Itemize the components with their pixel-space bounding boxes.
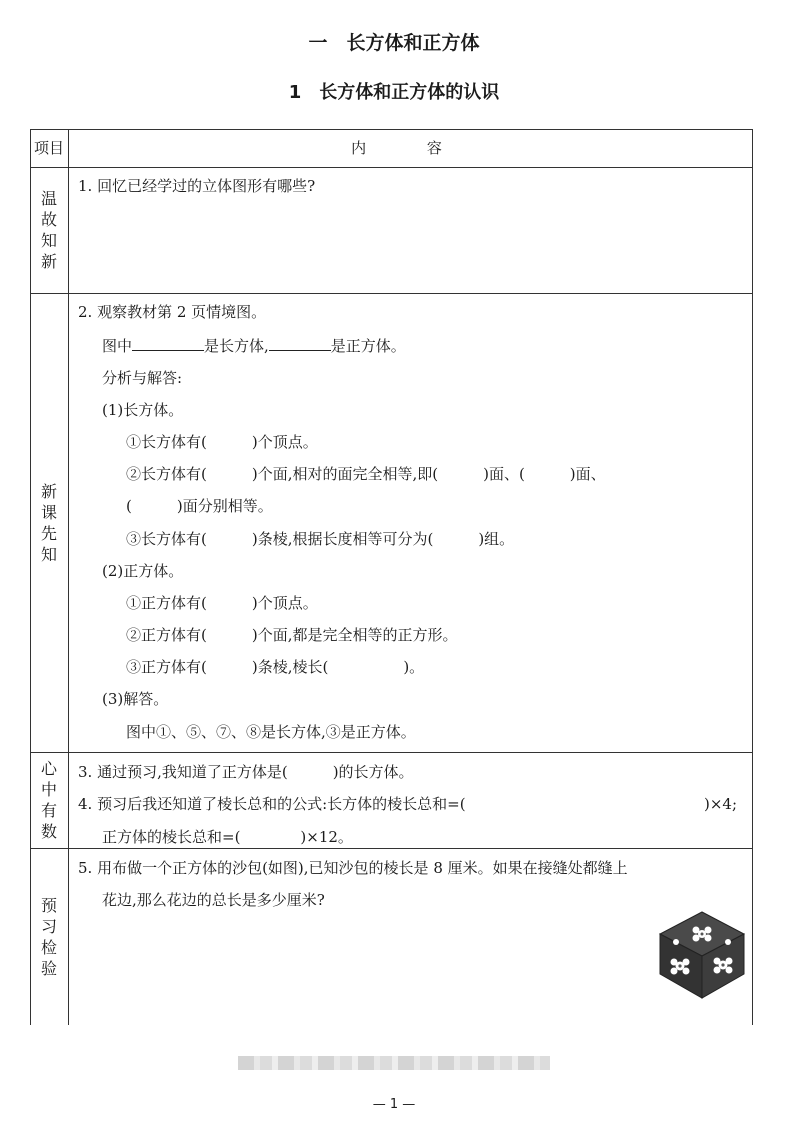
question-3: 3. 通过预习,我知道了正方体是( )的长方体。 xyxy=(78,763,414,781)
header-item: 项目 xyxy=(33,139,64,157)
table-rule xyxy=(30,848,753,849)
part-2-c: ③正方体有( )条棱,棱长( )。 xyxy=(126,658,425,676)
part-2-heading: (2)正方体。 xyxy=(102,562,184,580)
section-title: 1 长方体和正方体的认识 xyxy=(288,82,500,103)
blurred-footer-text xyxy=(238,1056,550,1070)
part-3-answer: 图中①、⑤、⑦、⑧是长方体,③是正方体。 xyxy=(126,723,416,741)
table-rule xyxy=(30,752,753,753)
question-2: 2. 观察教材第 2 页情境图。 xyxy=(78,303,267,321)
question-5-cont: 花边,那么花边的总长是多少厘米? xyxy=(102,891,325,909)
section-label-preview: 新课先知 xyxy=(40,481,57,564)
table-rule xyxy=(30,293,753,294)
analysis-heading: 分析与解答: xyxy=(102,369,183,387)
section-label-summary: 心中有数 xyxy=(40,759,57,841)
part-1-b: ②长方体有( )个面,相对的面完全相等,即( )面、( )面、 xyxy=(126,465,606,483)
question-4-end: )×4; xyxy=(704,795,738,813)
question-4-cube: 正方体的棱长总和=( )×12。 xyxy=(102,828,353,846)
section-label-check: 预习检验 xyxy=(40,895,57,978)
part-2-b: ②正方体有( )个面,都是完全相等的正方形。 xyxy=(126,626,458,644)
header-content: 内 容 xyxy=(351,139,470,157)
chapter-title: 一 长方体和正方体 xyxy=(308,32,480,54)
table-rule xyxy=(752,129,753,1025)
answer-blank-cuboid[interactable] xyxy=(132,335,204,351)
question-5: 5. 用布做一个正方体的沙包(如图),已知沙包的棱长是 8 厘米。如果在接缝处都缝上 xyxy=(78,859,628,877)
part-3-heading: (3)解答。 xyxy=(102,690,169,708)
part-1-a: ①长方体有( )个顶点。 xyxy=(126,433,318,451)
figure-suffix: 是正方体。 xyxy=(330,337,406,355)
part-1-heading: (1)长方体。 xyxy=(102,401,184,419)
question-4: 4. 预习后我还知道了棱长总和的公式:长方体的棱长总和=( xyxy=(78,795,466,813)
figure-mid: 是长方体, xyxy=(204,337,269,355)
table-rule xyxy=(68,129,69,1025)
figure-prefix: 图中 xyxy=(102,337,133,355)
section-label-review: 温故知新 xyxy=(40,189,57,271)
page-number: — 1 — xyxy=(372,1097,416,1112)
part-1-b-cont: ( )面分别相等。 xyxy=(126,497,273,515)
figure-fill-line xyxy=(102,335,406,356)
part-1-c: ③长方体有( )条棱,根据长度相等可分为( )组。 xyxy=(126,530,515,548)
answer-blank-cube[interactable] xyxy=(269,335,331,351)
flower-cube-icon xyxy=(658,908,746,1000)
table-rule xyxy=(30,167,753,168)
question-1: 1. 回忆已经学过的立体图形有哪些? xyxy=(78,177,316,195)
part-2-a: ①正方体有( )个顶点。 xyxy=(126,594,318,612)
